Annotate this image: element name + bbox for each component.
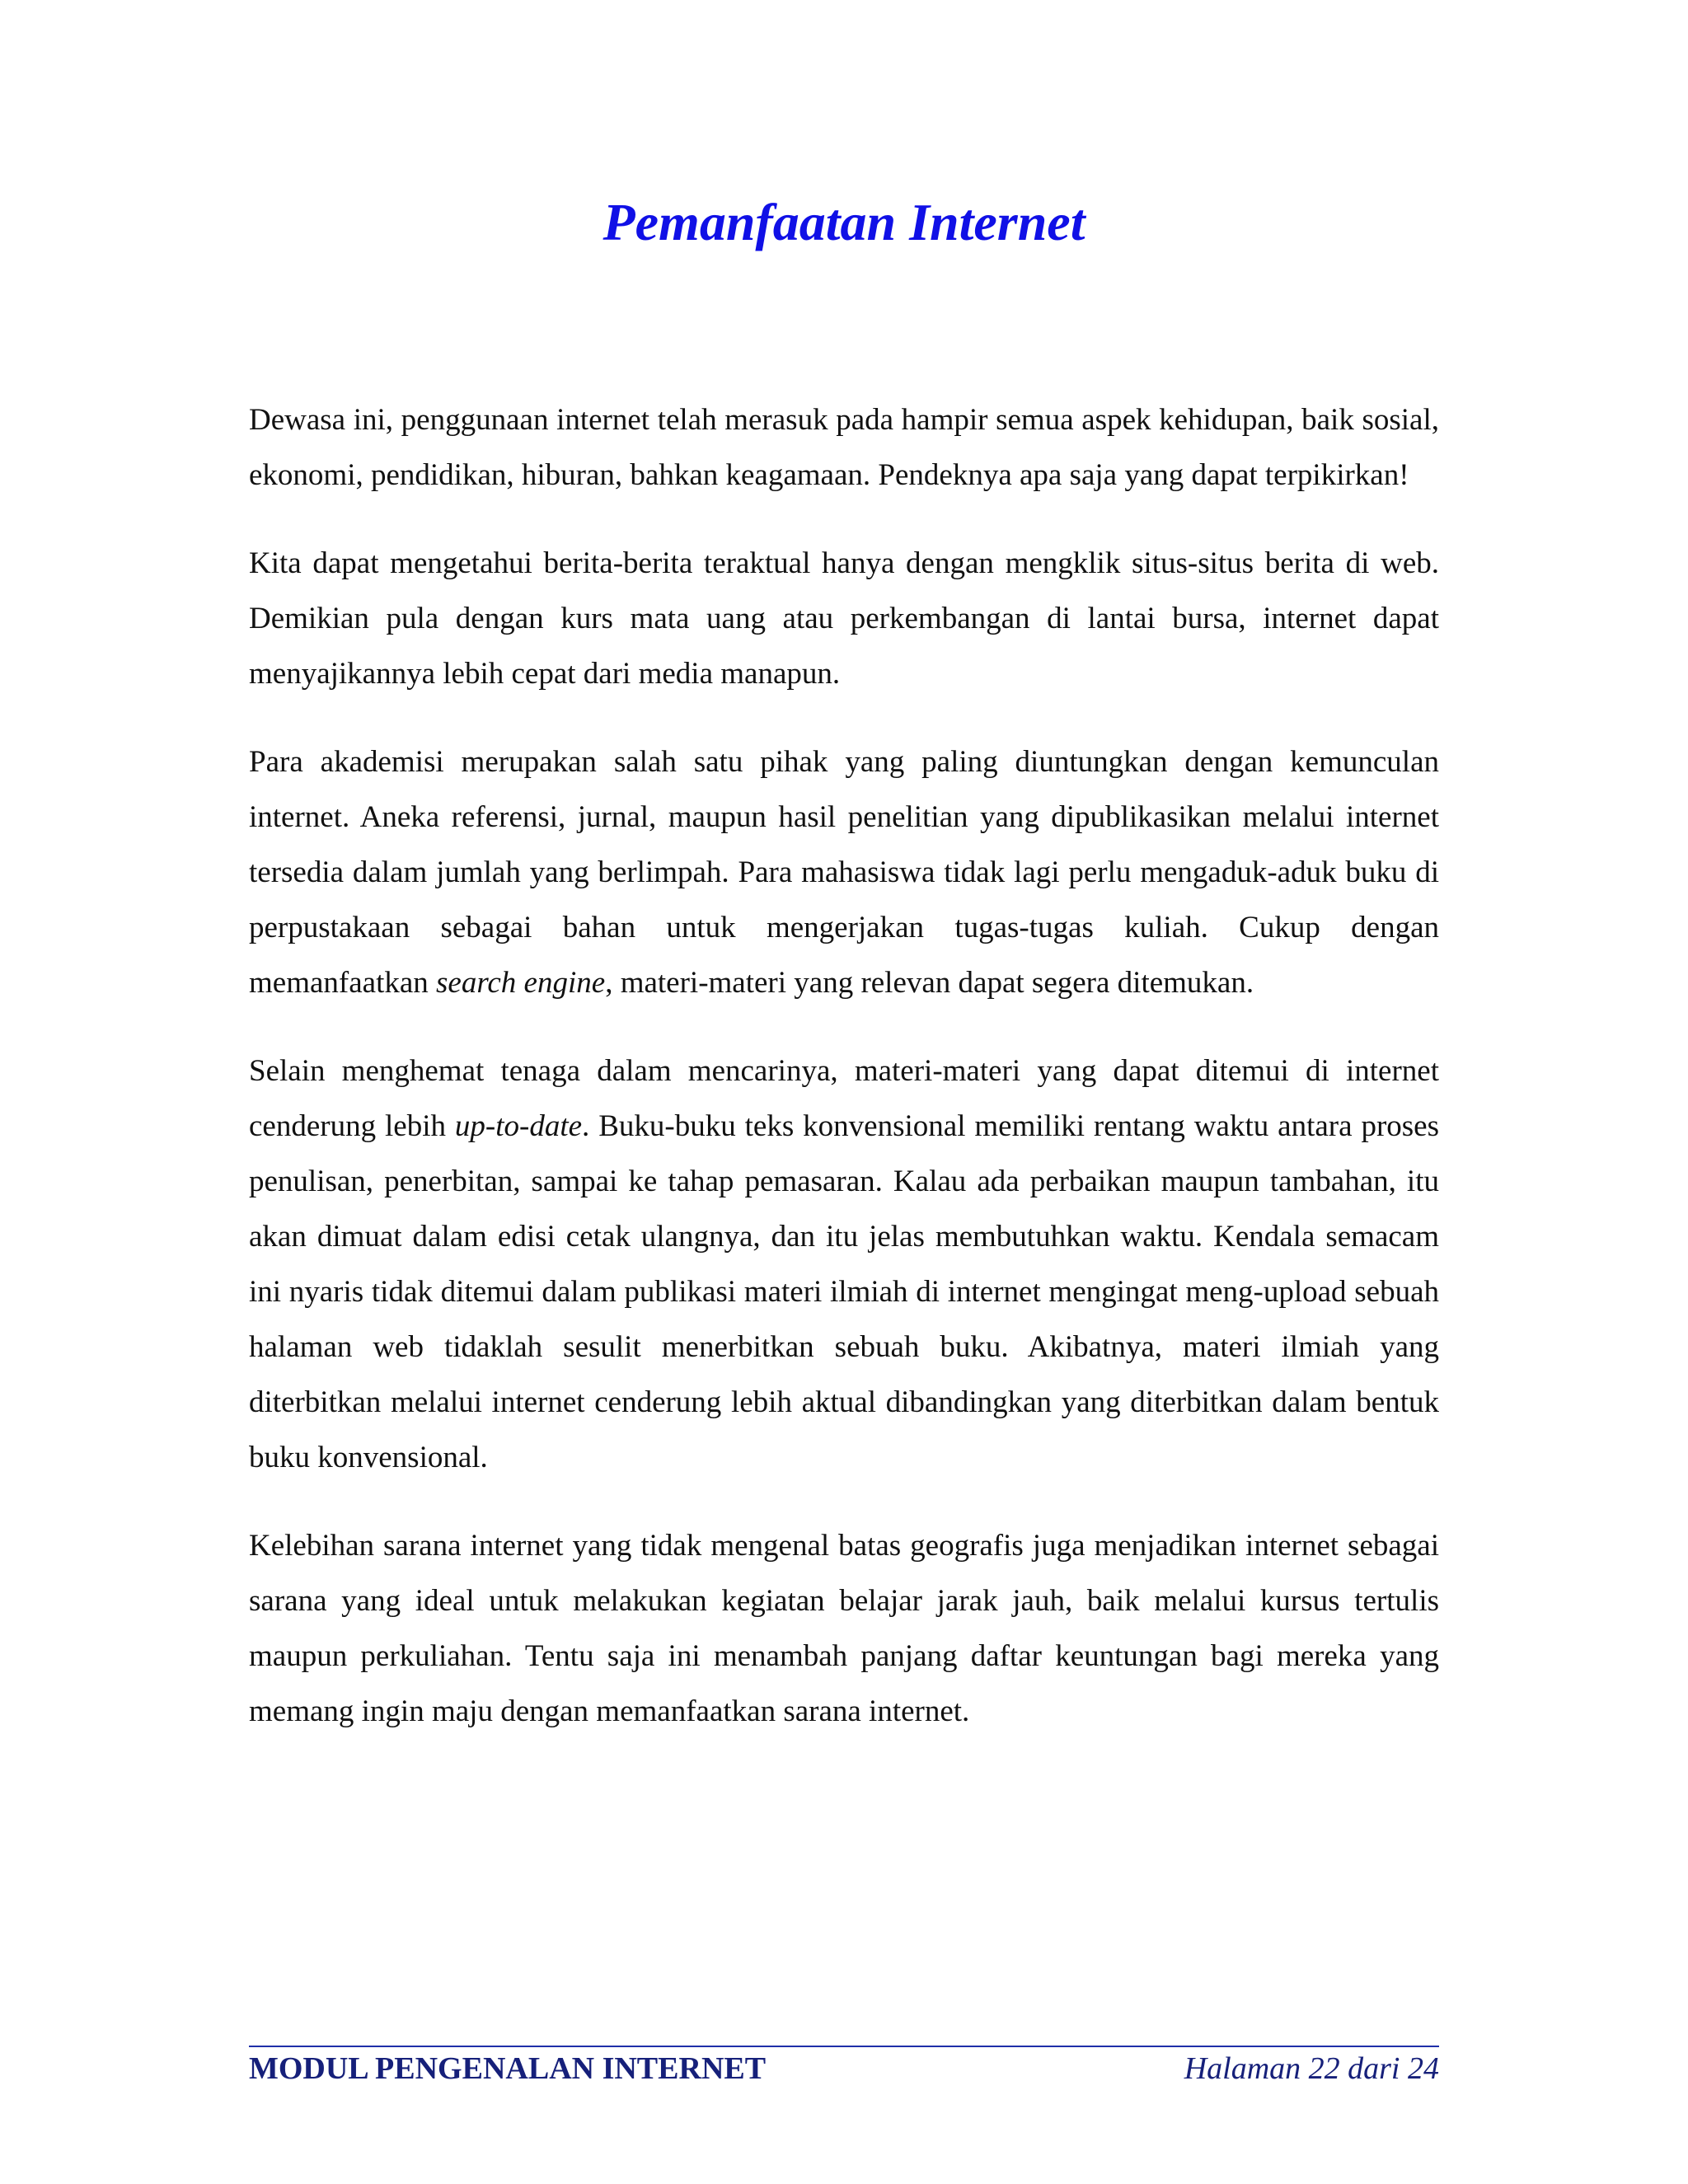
- footer-page-number: Halaman 22 dari 24: [1184, 2051, 1439, 2086]
- paragraph-2: Kita dapat mengetahui berita-berita teraktual hanya dengan mengklik situs-situs berita di web. Demikian pula dengan kurs mata uang atau perkembangan di lantai bursa, internet dapat menyajikannya lebih cepat dari media manapun.: [249, 546, 1439, 691]
- paragraph-4: [249, 1043, 1439, 1485]
- page-title: Pemanfaatan Internet: [603, 193, 1085, 251]
- paragraph-3: [249, 734, 1439, 1010]
- footer-module-title: MODUL PENGENALAN INTERNET: [249, 2051, 767, 2086]
- paragraph-1: Dewasa ini, penggunaan internet telah merasuk pada hampir semua aspek kehidupan, baik sosial, ekonomi, pendidikan, hiburan, bahkan keagamaan. Pendeknya apa saja yang dapat terpikirkan!: [249, 403, 1439, 492]
- paragraph-3-text-before: Para akademisi merupakan salah satu pihak yang paling diuntungkan dengan kemunculan internet. Aneka referensi, jurnal, maupun hasil penelitian yang dipublikasikan melalui internet tersedia dalam jumlah yang berlimpah. Para mahasiswa tidak lagi perlu mengaduk-aduk buku di perpustakaan sebagai bahan untuk mengerjakan tugas-tugas kuliah. Cukup dengan memanfaatkan: [249, 745, 1439, 1000]
- paragraph-5: Kelebihan sarana internet yang tidak mengenal batas geografis juga menjadikan internet sebagai sarana yang ideal untuk melakukan kegiatan belajar jarak jauh, baik melalui kursus tertulis maupun perkuliahan. Tentu saja ini menambah panjang daftar keuntungan bagi mereka yang memang ingin maju dengan memanfaatkan sarana internet.: [249, 1529, 1439, 1728]
- italic-term-up-to-date: up-to-date: [454, 1109, 583, 1143]
- paragraph-4-text-before: Selain menghemat tenaga dalam mencarinya, materi-materi yang dapat ditemui di internet cenderung lebih: [249, 1054, 1439, 1143]
- paragraph-4-text-after: . Buku-buku teks konvensional memiliki rentang waktu antara proses penulisan, penerbitan, sampai ke tahap pemasaran. Kalau ada perbaikan maupun tambahan, itu akan dimuat dalam edisi cetak ulangnya, dan itu jelas membutuhkan waktu. Kendala semacam ini nyaris tidak ditemui dalam publikasi materi ilmiah di internet mengingat meng-upload sebuah halaman web tidaklah sesulit menerbitkan sebuah buku. Akibatnya, materi ilmiah yang diterbitkan melalui internet cenderung lebih aktual dibandingkan yang diterbitkan dalam bentuk buku konvensional.: [249, 1109, 1439, 1474]
- paragraph-3-text-after: , materi-materi yang relevan dapat segera ditemukan.: [605, 966, 1254, 1000]
- document-body: [249, 392, 1439, 1772]
- italic-term-search-engine: search engine: [436, 966, 606, 1000]
